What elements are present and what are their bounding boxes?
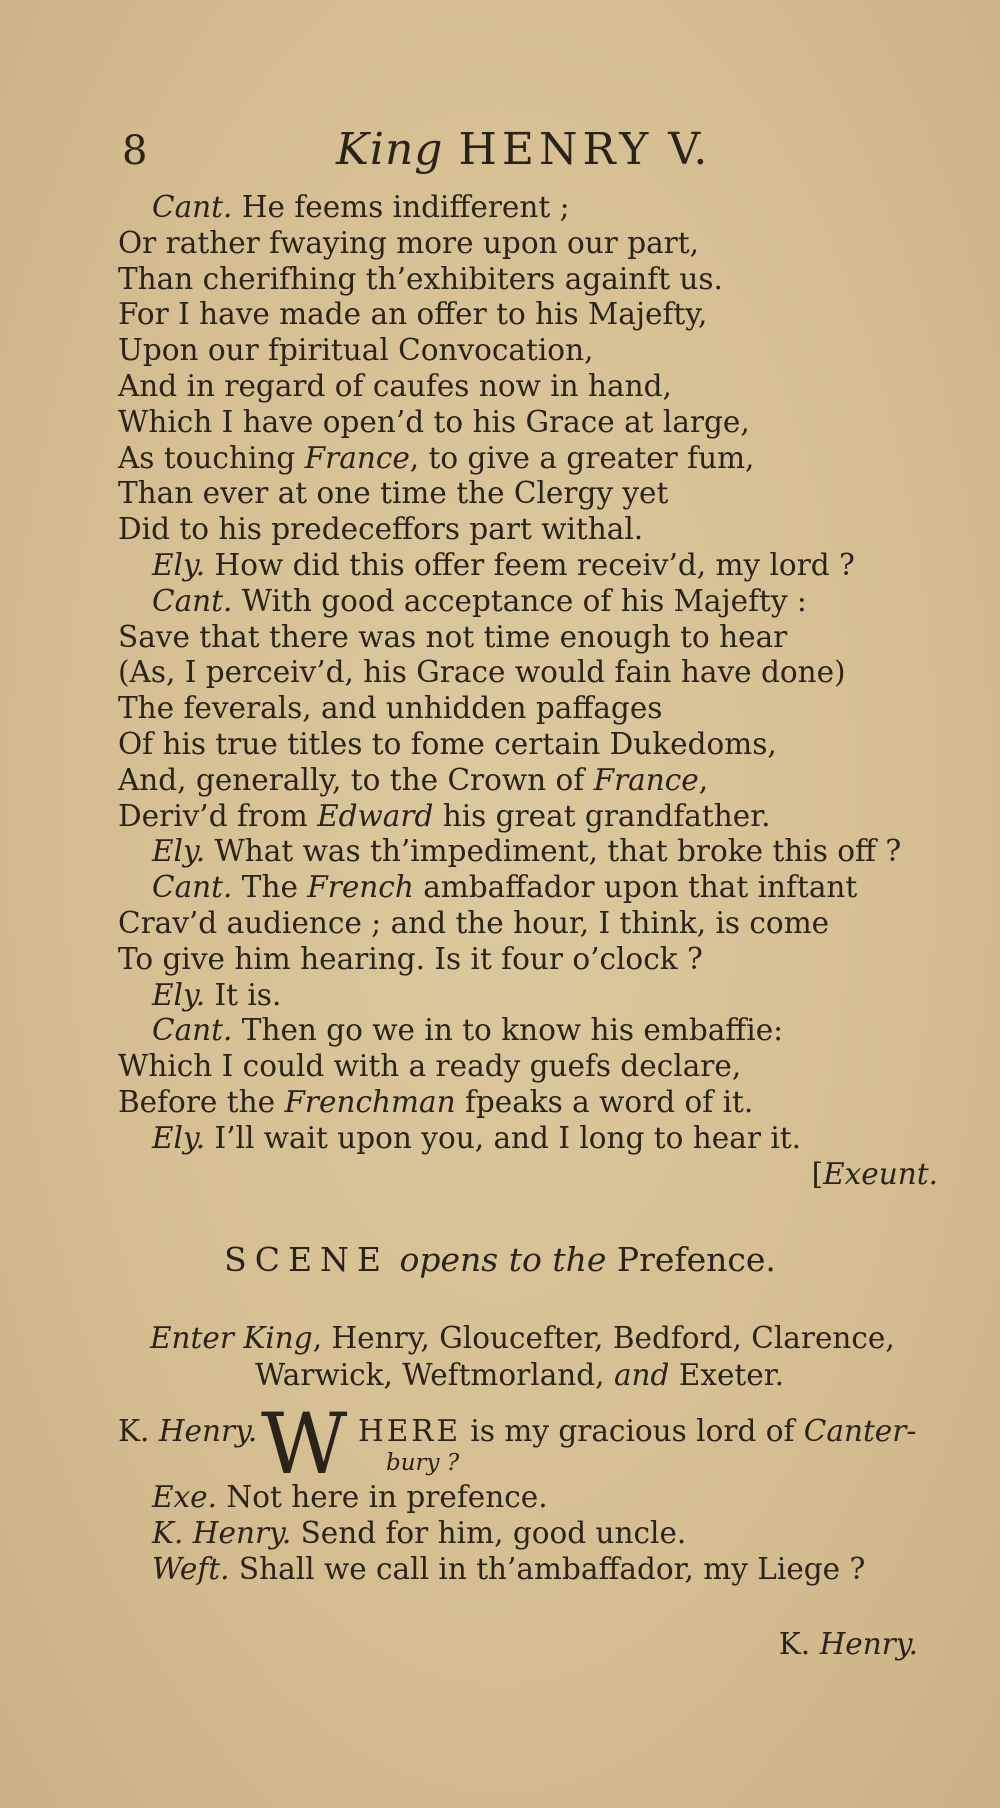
line-text: The bbox=[232, 870, 308, 905]
line-text: Shall we call in th’ambaffador, my Liege ? bbox=[229, 1551, 866, 1586]
opening-rest-italic: Canter- bbox=[803, 1414, 917, 1448]
line-text: With good acceptance of his Majefty : bbox=[232, 583, 807, 618]
line-text: The feverals, and unhidden paffages bbox=[118, 691, 663, 726]
verse-line bbox=[118, 799, 938, 835]
exeunt-bracket: [ bbox=[811, 1156, 824, 1191]
scene-italic: opens to the bbox=[399, 1240, 607, 1279]
line-text: Not here in prefence. bbox=[217, 1480, 548, 1514]
verse-line bbox=[118, 584, 938, 620]
line-text: Deriv’d from bbox=[118, 798, 318, 833]
verse-line bbox=[118, 476, 938, 512]
line-text: (As, I perceiv’d, his Grace would fain have done) bbox=[118, 655, 846, 690]
verse-line bbox=[118, 1516, 948, 1552]
speaker-name: K. Henry. bbox=[152, 1515, 292, 1550]
line-text: , bbox=[698, 762, 709, 797]
line-text: As touching bbox=[118, 440, 305, 475]
line-text: Warwick, Weftmorland, bbox=[255, 1358, 614, 1392]
line-text: Than ever at one time the Clergy yet bbox=[118, 476, 669, 511]
title-italic: King bbox=[336, 124, 444, 175]
after-dialogue-block bbox=[118, 1480, 948, 1587]
line-text: How did this offer feem receiv’d, my lord ? bbox=[205, 547, 855, 582]
stage-direction-line-2 bbox=[150, 1357, 950, 1394]
line-text: Which I could with a ready guefs declare, bbox=[118, 1049, 742, 1084]
line-text: For I have made an offer to his Majefty, bbox=[118, 297, 708, 332]
italic-text: Enter King bbox=[150, 1321, 313, 1355]
page-number: 8 bbox=[122, 128, 148, 174]
verse-line bbox=[118, 1552, 948, 1588]
opening-speaker bbox=[118, 1414, 257, 1448]
speaker-name: Cant. bbox=[152, 870, 233, 905]
verse-line bbox=[118, 369, 938, 405]
catchword bbox=[779, 1627, 918, 1661]
line-text: What was th’impediment, that broke this off ? bbox=[205, 834, 902, 869]
line-text: I’ll wait upon you, and I long to hear it. bbox=[205, 1120, 801, 1155]
verse-line bbox=[118, 1085, 938, 1121]
line-text: Of his true titles to fome certain Dukedoms, bbox=[118, 726, 777, 761]
verse-line bbox=[118, 834, 938, 870]
line-text: Save that there was not time enough to hear bbox=[118, 619, 788, 654]
verse-line bbox=[118, 548, 938, 584]
exeunt-text: Exeunt. bbox=[823, 1156, 938, 1191]
line-text: , Henry, Gloucefter, Bedford, Clarence, bbox=[312, 1321, 895, 1355]
line-text: To give him hearing. Is it four o’clock ? bbox=[118, 941, 703, 976]
line-text: Upon our fpiritual Convocation, bbox=[118, 333, 594, 368]
line-text: Crav’d audience ; and the hour, I think, is come bbox=[118, 905, 830, 940]
verse-line bbox=[118, 297, 938, 333]
opening-continuation: bury ? bbox=[386, 1450, 460, 1476]
verse-line bbox=[118, 441, 938, 477]
speaker-name: Ely. bbox=[152, 977, 206, 1012]
speaker-name: Weft. bbox=[152, 1551, 230, 1586]
verse-line bbox=[118, 512, 938, 548]
verse-line bbox=[118, 870, 938, 906]
italic-text: French bbox=[307, 870, 414, 905]
verse-line bbox=[118, 333, 938, 369]
line-text: It is. bbox=[205, 977, 282, 1012]
verse-line bbox=[118, 226, 938, 262]
opening-rest: is my gracious lord of bbox=[461, 1414, 804, 1448]
italic-text: France bbox=[593, 762, 699, 797]
line-text: And, generally, to the Crown of bbox=[118, 762, 594, 797]
verse-line bbox=[118, 262, 938, 298]
line-text: Send for him, good uncle. bbox=[291, 1515, 687, 1550]
line-text: Exeter. bbox=[669, 1358, 784, 1392]
line-text: Before the bbox=[118, 1084, 285, 1119]
speaker-name: Ely. bbox=[152, 1120, 206, 1155]
line-text: Did to his predeceffors part withal. bbox=[118, 512, 644, 547]
speaker-name: Cant. bbox=[152, 190, 233, 224]
stage-direction bbox=[150, 1320, 950, 1394]
verse-line bbox=[118, 1049, 938, 1085]
speaker-name: Exe. bbox=[152, 1480, 218, 1514]
line-text: his great grandfather. bbox=[433, 798, 771, 833]
line-text: And in regard of caufes now in hand, bbox=[118, 368, 672, 403]
catchword-prefix: K. bbox=[778, 1627, 811, 1661]
line-text: fpeaks a word of it. bbox=[455, 1084, 754, 1119]
exeunt-direction bbox=[118, 1157, 938, 1193]
verse-line bbox=[118, 620, 938, 656]
opening-speech bbox=[118, 1395, 948, 1493]
scene-heading bbox=[0, 1240, 1000, 1279]
opening-line bbox=[358, 1414, 916, 1448]
verse-line bbox=[118, 727, 938, 763]
running-header bbox=[118, 120, 938, 190]
italic-text: Edward bbox=[317, 798, 434, 833]
running-title bbox=[336, 124, 708, 175]
opening-caps: HERE bbox=[358, 1414, 462, 1448]
scene-place: Prefence. bbox=[616, 1240, 776, 1279]
verse-line bbox=[118, 978, 938, 1014]
verse-line bbox=[118, 405, 938, 441]
speaker-prefix: K. bbox=[118, 1414, 150, 1448]
speaker-name: Cant. bbox=[152, 583, 233, 618]
verse-line bbox=[118, 763, 938, 799]
verse-line bbox=[118, 691, 938, 727]
line-text: Then go we in to know his embaffie: bbox=[232, 1013, 784, 1048]
scene-word: SCENE bbox=[224, 1240, 390, 1279]
speaker-name: Ely. bbox=[152, 547, 206, 582]
title-caps: HENRY bbox=[458, 124, 654, 175]
speaker-name: Ely. bbox=[152, 834, 206, 869]
verse-line bbox=[118, 1013, 938, 1049]
line-text: ambaffador upon that inftant bbox=[413, 870, 858, 905]
line-text: He feems indifferent ; bbox=[232, 190, 570, 224]
italic-text: Frenchman bbox=[284, 1084, 456, 1119]
speaker-name: Henry. bbox=[158, 1414, 258, 1448]
line-text: Which I have open’d to his Grace at large, bbox=[118, 404, 750, 439]
verse-line bbox=[118, 942, 938, 978]
dialogue-block bbox=[118, 190, 938, 1192]
catchword-name: Henry. bbox=[819, 1627, 918, 1661]
verse-line bbox=[118, 655, 938, 691]
line-text: , to give a greater fum, bbox=[409, 440, 755, 475]
line-text: Or rather fwaying more upon our part, bbox=[118, 225, 699, 260]
drop-cap: W bbox=[261, 1395, 348, 1493]
title-numeral: V. bbox=[668, 124, 709, 175]
italic-text: and bbox=[613, 1358, 670, 1392]
line-text: Than cherifhing th’exhibiters againft us. bbox=[118, 261, 723, 296]
stage-direction-line-1 bbox=[150, 1320, 950, 1357]
speaker-name: Cant. bbox=[152, 1013, 233, 1048]
verse-line bbox=[118, 1121, 938, 1157]
verse-line bbox=[118, 906, 938, 942]
italic-text: France bbox=[304, 440, 410, 475]
verse-line bbox=[118, 190, 938, 226]
verse-line bbox=[118, 1480, 948, 1516]
dropcap-line bbox=[118, 1395, 948, 1493]
